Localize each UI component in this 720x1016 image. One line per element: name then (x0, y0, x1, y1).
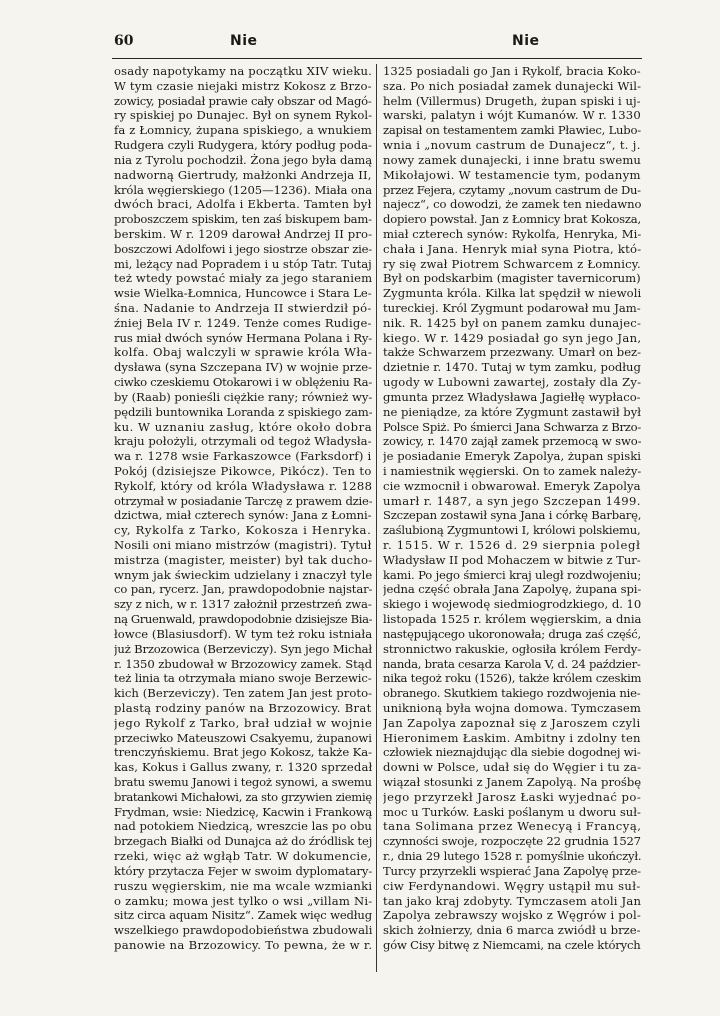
text-line: osady napotykamy na początku XIV wieku. (114, 64, 372, 78)
text-line: 1325 posiadali go Jan i Rykolf, bracia Koko- (383, 64, 641, 78)
text-line: miał czterech synów: Rykolfa, Henryka, Mi- (383, 226, 641, 241)
text-line: ry spiskiej po Dunajec. Był on synem Rykol- (114, 108, 372, 123)
text-line: kas, Kokus i Gallus zwany, r. 1320 sprzedał (114, 760, 372, 775)
text-line: króla węgierskiego (1205—1236). Miała ona (114, 182, 372, 197)
text-line: przeciwko Mateuszowi Csakyemu, żupanowi (114, 730, 372, 745)
text-line: Hieronimem Łaskim. Ambitny i zdolny ten (383, 730, 641, 745)
text-line: by (Raab) ponieśli ciężkie rany; również wy- (114, 389, 372, 404)
text-line: wnym jak świeckim udzielany i znaczył tyle (114, 567, 372, 582)
text-line: już Brzozowica (Berzeviczy). Syn jego Michał (114, 641, 372, 656)
text-line: tan jako kraj zdobyty. Tymczasem atoli Jan (383, 893, 641, 908)
text-line: nad potokiem Niedzicą, wreszcie las po obu (114, 819, 372, 834)
text-line: i namiestnik węgierski. On to zamek należy- (383, 463, 641, 478)
text-line: Nosili oni miano mistrzów (magistri). Tytuł (114, 538, 372, 552)
text-line: człowiek nieznajdując dla siebie dogodnej wi- (383, 745, 641, 760)
text-line: następującego ukoronowała; druga zaś część, (383, 626, 641, 641)
text-line: sza. Po nich posiadał zamek dunajecki Wil- (383, 78, 641, 93)
text-line: r. 1515. W r. 1526 d. 29 sierpnia poległ (383, 538, 641, 552)
text-line: Frydman, wsie: Niedzicę, Kacwin i Frankową (114, 804, 372, 819)
text-line: ciwko czeskiemu Otokarowi i w oblężeniu Ra- (114, 375, 372, 390)
text-line: gów Cisy bitwę z Niemcami, na czele których (383, 937, 641, 952)
header-rule (112, 58, 642, 59)
text-line: proboszczem spiskim, ten zaś biskupem bam- (114, 212, 372, 227)
text-line: jedna część obrała Jana Zapolyę, żupana spi- (383, 582, 641, 597)
text-line: rus miał dwóch synów Hermana Polana i Ry- (114, 330, 372, 345)
text-line: helm (Villermus) Drugeth, żupan spiski i uj- (383, 93, 641, 108)
running-head-right: Nie (512, 33, 540, 49)
text-line: dopiero powstał. Jan z Łomnicy brat Kokosza, (383, 212, 641, 227)
text-line: Rudgera czyli Rudygera, który podług poda- (114, 138, 372, 153)
text-line: mi, leżący nad Popradem i u stóp Tatr. Tutaj (114, 256, 372, 271)
text-line: skich żołnierzy, dnia 6 marca zwiódł u brze- (383, 923, 641, 938)
text-line: plastą rodziny panów na Brzozowicy. Brat (114, 700, 372, 715)
text-line: ku. W uznaniu zasług, które około dobra (114, 419, 372, 434)
text-line: ciw Ferdynandowi. Węgry ustąpił mu suł- (383, 878, 641, 893)
text-line: tureckiej. Król Zygmunt podarował mu Jam- (383, 301, 641, 315)
text-line: ne pieniądze, za które Zygmunt zastawił był (383, 404, 641, 419)
text-line: nia z Tyrolu pochodził. Żona jego była damą (114, 152, 372, 167)
text-line: nowy zamek dunajecki, i inne bratu swemu (383, 152, 641, 167)
text-line: nik. R. 1425 był on panem zamku dunajec- (383, 315, 641, 330)
text-line: który przytacza Fejer w swoim dyplomatary- (114, 863, 372, 878)
text-line: uniknioną była wojna domowa. Tymczasem (383, 700, 641, 715)
text-line: zowicy, r. 1470 zajął zamek przemocą w swo- (383, 434, 641, 449)
text-line: szy z nich, w r. 1317 założnił przestrzeń zwa- (114, 597, 372, 612)
text-line: bratankowi Michałowi, za sto grzywien ziemię (114, 789, 372, 804)
text-line: mistrza (magister, meister) był tak ducho- (114, 552, 372, 567)
text-line: jego Rykolf z Tarko, brał udział w wojnie (114, 715, 372, 730)
text-line: Zapolya zebrawszy wojsko z Węgrów i pol- (383, 908, 641, 923)
text-line: warski, palatyn i wójt Kumanów. W r. 1330 (383, 108, 641, 123)
text-line: o zamku; mowa jest tylko o wsi „villam Ni- (114, 893, 372, 908)
text-line: wszelkiego prawdopodobieństwa zbudowali (114, 923, 372, 938)
text-line: też linia ta otrzymała miano swoje Berzewic- (114, 671, 372, 686)
text-line: r. 1350 zbudował w Brzozowicy zamek. Stąd (114, 656, 372, 671)
text-line: trenczyńskiemu. Brat jego Kokosz, także Ka- (114, 745, 372, 760)
text-line: pędzili buntownika Loranda z spiskiego zam- (114, 404, 372, 419)
text-line: zaślubioną Zygmuntowi I, królowi polskiemu, (383, 523, 641, 538)
text-line: tana Solimana przez Wenecyą i Francyą, (383, 819, 641, 834)
text-line: nika tegoż roku (1526), także królem czeskim (383, 671, 641, 686)
column-divider (376, 64, 377, 972)
text-line: wa r. 1278 wsie Farkaszowce (Farksdorf) i (114, 449, 372, 464)
text-line: obranego. Skutkiem takiego rozdwojenia nie- (383, 686, 641, 701)
text-line: wiązał stosunki z Janem Zapolyą. Na prośbę (383, 775, 641, 789)
text-line: co pan, rycerz. Jan, prawdopodobnie najstar- (114, 582, 372, 597)
text-line: Władysław II pod Mohaczem w bitwie z Tur- (383, 552, 641, 567)
text-line: rzeki, więc aż wgłąb Tatr. W dokumencie, (114, 849, 372, 864)
text-line: nadworną Giertrudy, małżonki Andrzeja II, (114, 167, 372, 182)
text-line: otrzymał w posiadanie Tarczę z prawem dzie- (114, 493, 372, 508)
text-line: Turcy przyrzekli wspierać Jana Zapolyę prze- (383, 863, 641, 878)
text-line: umarł r. 1487, a syn jego Szczepan 1499. (383, 493, 641, 508)
text-line: sitz circa aquam Nisitz“. Zamek więc według (114, 908, 372, 923)
text-line: skiego i wojewodę siedmiogrodzkiego, d. 10 (383, 597, 641, 612)
text-line: przez Fejera, czytamy „novum castrum de Du- (383, 182, 641, 197)
text-line: dwóch braci, Adolfa i Ekberta. Tamten był (114, 197, 372, 212)
text-line: jego przyrzekł Jarosz Łaski wyjednać po- (383, 789, 641, 804)
text-line: stronnictwo rakuskie, ogłosiła królem Ferdy- (383, 641, 641, 656)
text-line: kami. Po jego śmierci kraj uległ rozdwojeniu; (383, 567, 641, 582)
text-line: dysława (syna Szczepana IV) w wojnie prze- (114, 360, 372, 375)
text-line: najecz“, co dowodzi, że zamek ten niedawno (383, 197, 641, 212)
text-line: kraju położyli, otrzymali od tegoż Władysła- (114, 434, 372, 449)
text-line: ugody w Lubowni zawartej, zostały dla Zy- (383, 375, 641, 390)
text-line: Zygmunta króla. Kilka lat spędził w niewoli (383, 286, 641, 301)
text-line: dzietnie r. 1470. Tutaj w tym zamku, podług (383, 360, 641, 375)
text-line: ry się zwał Piotrem Schwarcem z Łomnicy. (383, 256, 641, 271)
text-line: też wtedy powstać miały za jego staraniem (114, 271, 372, 286)
text-line: śna. Nadanie to Andrzeja II stwierdził pó- (114, 301, 372, 315)
text-line: listopada 1525 r. królem węgierskim, a dnia (383, 612, 641, 627)
text-line: źniej Bela IV r. 1249. Tenże comes Rudige- (114, 315, 372, 330)
text-line: także Schwarzem przezwany. Umarł on bez- (383, 345, 641, 360)
text-line: gmunta przez Władysława Jagiełłę wypłaco- (383, 389, 641, 404)
text-line: wsie Wielka-Łomnica, Huncowce i Stara Le- (114, 286, 372, 301)
text-line: chała i Jana. Henryk miał syna Piotra, któ- (383, 241, 641, 256)
text-line: berskim. W r. 1209 darował Andrzej II pro- (114, 226, 372, 241)
text-line: W tym czasie niejaki mistrz Kokosz z Brzo- (114, 78, 372, 93)
text-line: Pokój (dzisiejsze Pikowce, Pikócz). Ten to (114, 463, 372, 478)
text-line: Rykolf, który od króla Władysława r. 1288 (114, 478, 372, 493)
text-line: łowce (Blasiusdorf). W tym też roku istniała (114, 626, 372, 641)
text-line: fa z Łomnicy, żupana spiskiego, a wnukiem (114, 123, 372, 138)
text-line: moc u Turków. Łaski poślanym u dworu suł- (383, 804, 641, 819)
text-line: Polsce Spiż. Po śmierci Jana Schwarza z Brzo- (383, 419, 641, 434)
text-line: boszczowi Adolfowi i jego siostrze obszar zie- (114, 241, 372, 256)
text-line: je posiadanie Emeryk Zapolya, żupan spiski (383, 449, 641, 464)
text-line: zowicy, posiadał prawie cały obszar od Magó- (114, 93, 372, 108)
text-line: wnia i „novum castrum de Dunajecz“, t. j. (383, 138, 641, 153)
text-line: nanda, brata cesarza Karola V, d. 24 paździer- (383, 656, 641, 671)
page-number: 60 (114, 33, 134, 49)
text-line: zapisał on testamentem zamki Pławiec, Lubo- (383, 123, 641, 138)
text-line: ruszu węgierskim, nie ma wcale wzmianki (114, 878, 372, 893)
text-line: panowie na Brzozowicy. To pewna, że w r. (114, 937, 372, 952)
text-line: brzegach Białki od Dunajca aż do źródlisk tej (114, 834, 372, 849)
text-line: czynności swoje, rozpoczęte 22 grudnia 1527 (383, 834, 641, 849)
text-line: bratu swemu Janowi i tegoż synowi, a swemu (114, 775, 372, 789)
text-line: kich (Berzeviczy). Ten zatem Jan jest proto- (114, 686, 372, 701)
text-line: downi w Polsce, udał się do Węgier i tu za- (383, 760, 641, 775)
running-head-left: Nie (230, 33, 258, 49)
text-line: ną Gruenwald, prawdopodobnie dzisiejsze Bia- (114, 612, 372, 627)
text-line: Szczepan zostawił syna Jana i córkę Barbarę, (383, 508, 641, 523)
text-line: dzictwa, miał czterech synów: Jana z Łomni- (114, 508, 372, 523)
text-line: r., dnia 29 lutego 1528 r. pomyślnie ukończył. (383, 849, 641, 864)
text-line: Jan Zapolya zapoznał się z Jaroszem czyli (383, 715, 641, 730)
text-line: kolfa. Obaj walczyli w sprawie króla Wła- (114, 345, 372, 360)
text-column-left (114, 64, 372, 953)
text-line: cy, Rykolfa z Tarko, Kokosza i Henryka. (114, 523, 372, 538)
text-line: Mikołajowi. W testamencie tym, podanym (383, 167, 641, 182)
text-line: kiego. W r. 1429 posiadał go syn jego Jan, (383, 330, 641, 345)
text-line: Był on podskarbim (magister tavernicorum) (383, 271, 641, 286)
text-column-right (383, 64, 641, 953)
text-line: cie wzmocnił i obwarował. Emeryk Zapolya (383, 478, 641, 493)
